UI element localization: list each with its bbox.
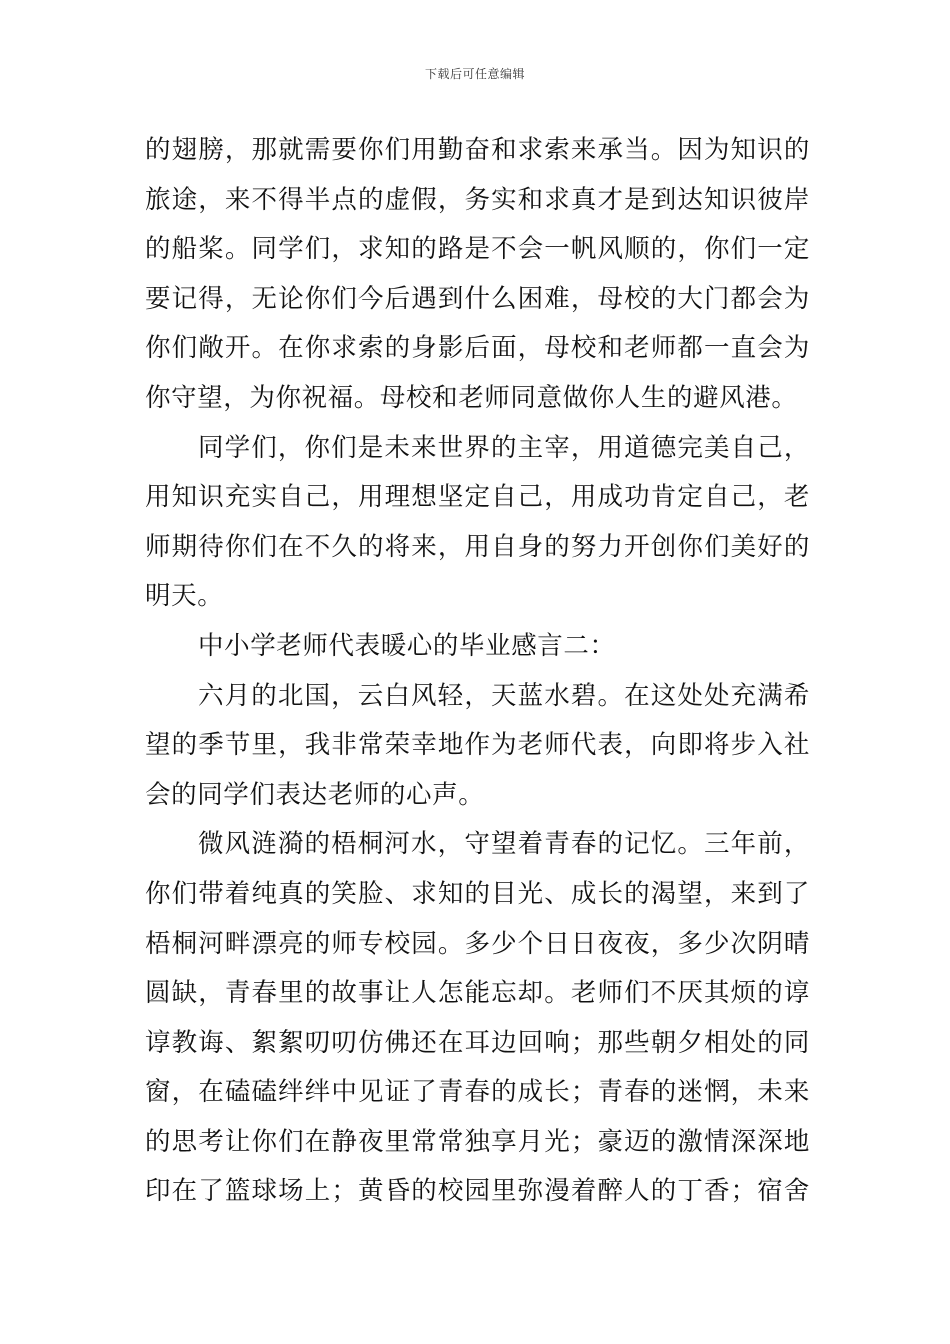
section-heading: 中小学老师代表暖心的毕业感言二： [198, 630, 616, 661]
text-line: 旅途，来不得半点的虚假，务实和求真才是到达知识彼岸 [145, 184, 810, 215]
text-line: 同学们，你们是未来世界的主宰，用道德完美自己， [198, 432, 810, 463]
text-line: 圆缺，青春里的故事让人怎能忘却。老师们不厌其烦的谆 [145, 978, 810, 1009]
text-line: 你们带着纯真的笑脸、求知的目光、成长的渴望，来到了 [145, 878, 810, 909]
text-line: 印在了篮球场上；黄昏的校园里弥漫着醉人的丁香；宿舍 [145, 1176, 810, 1207]
text-line: 六月的北国，云白风轻，天蓝水碧。在这处处充满希 [198, 680, 810, 711]
text-line: 窗，在磕磕绊绊中见证了青春的成长；青春的迷惘，未来 [145, 1077, 810, 1108]
text-line: 明天。 [145, 581, 224, 612]
text-line: 梧桐河畔漂亮的师专校园。多少个日日夜夜，多少次阴晴 [145, 928, 810, 959]
text-line: 要记得，无论你们今后遇到什么困难，母校的大门都会为 [145, 283, 810, 314]
text-line: 的思考让你们在静夜里常常独享月光；豪迈的激情深深地 [145, 1126, 810, 1157]
text-line: 你守望，为你祝福。母校和老师同意做你人生的避风港。 [145, 382, 798, 413]
document-body [145, 126, 810, 1217]
text-line: 的船桨。同学们，求知的路是不会一帆风顺的，你们一定 [145, 234, 810, 265]
text-line: 的翅膀，那就需要你们用勤奋和求索来承当。因为知识的 [145, 135, 810, 165]
text-line: 师期待你们在不久的将来，用自身的努力开创你们美好的 [145, 531, 810, 562]
page-header-caption: 下载后可任意编辑 [424, 67, 525, 81]
text-line: 你们敞开。在你求索的身影后面，母校和老师都一直会为 [145, 333, 810, 364]
text-line: 微风涟漪的梧桐河水，守望着青春的记忆。三年前， [198, 829, 810, 860]
text-line: 望的季节里，我非常荣幸地作为老师代表，向即将步入社 [145, 730, 810, 761]
text-line: 用知识充实自己，用理想坚定自己，用成功肯定自己，老 [145, 482, 810, 513]
text-line: 谆教诲、絮絮叨叨仿佛还在耳边回响；那些朝夕相处的同 [145, 1027, 810, 1058]
text-line: 会的同学们表达老师的心声。 [145, 779, 485, 810]
